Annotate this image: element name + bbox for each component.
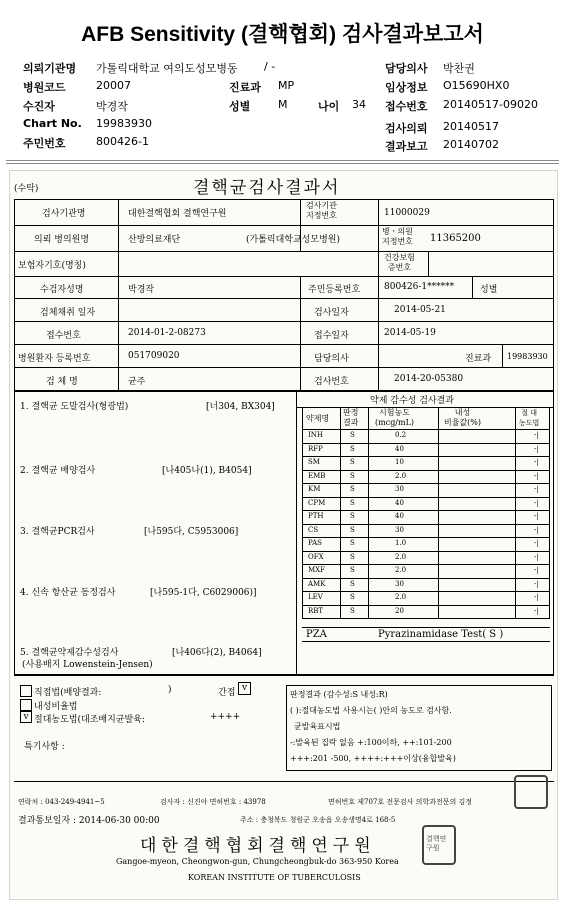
drug-name: KM [308, 485, 321, 493]
value-receipt-no: 2014-01-2-08273 [128, 328, 206, 338]
header-value: 20140517-09020 [443, 98, 538, 111]
drug-abs-mark: -| [534, 485, 539, 493]
test-code: [나405나(1), B4054] [162, 466, 252, 476]
header-label: 병원코드 [23, 81, 66, 94]
row-line [302, 497, 550, 498]
drug-name: SM [308, 458, 320, 466]
col-line [300, 276, 301, 391]
value-rrn: 800426-1****** [384, 282, 455, 292]
drug-result: S [350, 525, 355, 534]
drug-abs-mark: -| [534, 579, 539, 588]
drug-name: RFP [308, 444, 323, 453]
value-org: 대한결핵협회 결핵연구원 [128, 209, 227, 219]
value-requester-sub: (가톨릭대학교성모병원) [246, 235, 340, 245]
row-line [14, 367, 554, 368]
drug-name: OFX [308, 552, 324, 561]
row-line [302, 578, 550, 579]
label-dept: 진료과 [465, 354, 492, 364]
drug-abs-mark: -| [534, 552, 539, 561]
page-title: AFB Sensitivity (결핵협회) 검사결과보고서 [81, 23, 484, 46]
method-abs: 절대농도법(대조배지균발육: [34, 715, 145, 725]
drug-result: S [350, 512, 355, 520]
row-line [302, 443, 550, 444]
label-specimen: 검 체 명 [46, 377, 78, 387]
header-label: 성별 [229, 100, 251, 113]
sens-col-ratio: 내성 비율값(%) [444, 408, 482, 427]
remarks-label: 특기사항 : [24, 742, 65, 752]
footer-institute-ko: 대한결핵협회결핵연구원 [140, 836, 376, 856]
drug-name: CS [308, 525, 319, 534]
header-label: 결과보고 [385, 140, 428, 153]
judge-line: -:발육된 집락 없음 +:100이하, ++:101-200 [290, 738, 452, 747]
test-code: [나406다(2), B4064] [172, 648, 262, 658]
seal-stamp [514, 775, 548, 809]
value-requester: 산방의료재단 [128, 235, 181, 245]
method-ratio: 내성비율법 [34, 702, 78, 712]
header-value: 800426-1 [96, 135, 149, 148]
method-direct-close: ) [168, 685, 172, 695]
label-name: 수검자성명 [40, 285, 84, 295]
method-direct: 직접법(배양결과: [34, 688, 102, 698]
col-line [378, 199, 379, 251]
sens-col-conc: 시험농도 (mcg/mL) [375, 408, 415, 427]
label-collect-date: 검체채취 일자 [40, 308, 96, 318]
row-line [302, 524, 550, 525]
test-item: 5. 결핵균약제감수성검사 [20, 648, 119, 658]
drug-name: AMK [308, 579, 326, 588]
drug-concentration: 30 [395, 579, 404, 588]
drug-abs-mark: -| [534, 431, 539, 439]
drug-concentration: 30 [395, 525, 404, 534]
method-indirect: 간접 [218, 688, 236, 698]
row-line [302, 641, 550, 642]
drug-name: EMB [308, 471, 326, 480]
row-line [302, 591, 550, 592]
header-value: 박경작 [96, 100, 128, 113]
value-receipt-date: 2014-05-19 [384, 328, 436, 338]
test5-medium: (사용배지 Lowenstein-Jensen) [22, 660, 153, 670]
drug-abs-mark: -| [534, 444, 539, 453]
drug-name: INH [308, 431, 323, 439]
report-corner: (수탁) [14, 184, 39, 194]
test-item: 3. 결핵균PCR검사 [20, 527, 95, 537]
pza-label: PZA [306, 629, 327, 640]
footer-institute-en: KOREAN INSTITUTE OF TUBERCULOSIS [188, 873, 361, 882]
judge-line: +++:201 -500, ++++:+++이상(융합발육) [290, 754, 456, 763]
drug-name: RBT [308, 606, 324, 615]
drug-result: S [350, 471, 355, 480]
drug-concentration: 2.0 [395, 552, 407, 561]
header-value: 박찬권 [443, 62, 475, 75]
sens-col-result: 판정 결과 [343, 408, 359, 427]
row-line [14, 276, 554, 277]
col-line [472, 276, 473, 298]
col-line [368, 407, 369, 619]
drug-concentration: 1.0 [395, 539, 407, 547]
drug-result: S [350, 431, 355, 439]
header-value: MP [278, 79, 295, 92]
judge-line: ( ):절대농도법 사용시는( )안의 농도로 검사함. [290, 706, 452, 715]
header-value: 20007 [96, 79, 131, 92]
footer-notify-date: 결과통보일자 : 2014-06-30 00:00 [18, 816, 160, 826]
drug-result: S [350, 579, 355, 588]
row-line [14, 225, 554, 226]
header-label: 의뢰기관명 [23, 62, 77, 75]
row-line [14, 321, 554, 322]
drug-name: LEV [308, 593, 323, 601]
col-line [438, 407, 439, 619]
method-abs-checkbox: v [20, 711, 32, 723]
method-abs-value: ++++ [210, 712, 241, 722]
col-line [502, 344, 503, 367]
drug-concentration: 40 [395, 444, 404, 453]
label-sex: 성별 [480, 285, 498, 295]
label-insurer: 보험자기호(명칭) [18, 261, 86, 271]
header-divider [6, 160, 559, 161]
label-req-no: 병ㆍ의원 지정번호 [382, 227, 413, 246]
test-code: [너304, BX304] [206, 402, 275, 412]
method-ratio-checkbox [20, 699, 32, 711]
sens-col-abs: 절 대 농도법 [519, 409, 540, 427]
drug-result: S [350, 593, 355, 601]
drug-result: S [350, 444, 355, 453]
value-specimen: 균주 [128, 377, 146, 387]
row-line [302, 429, 550, 430]
row-line [302, 551, 550, 552]
drug-concentration: 2.0 [395, 471, 407, 480]
row-line [302, 627, 550, 628]
label-requester: 의뢰 병의원명 [34, 235, 90, 245]
header-info [0, 58, 565, 158]
label-insurance-no: 건강보험 증번호 [384, 253, 415, 272]
test-item: 1. 결핵균 도말검사(형광법) [20, 402, 129, 412]
drug-result: S [350, 539, 355, 547]
test-item: 4. 신속 항산균 동정검사 [20, 588, 116, 598]
stamp-text: 결핵연구원 [426, 835, 447, 852]
test-item: 2. 결핵균 배양검사 [20, 466, 96, 476]
footer-address: 주소 : 충청북도 청원군 오송읍 오송생명4로 168-5 [240, 816, 396, 824]
row-line [14, 781, 554, 782]
row-line [302, 564, 550, 565]
header-value: / - [264, 60, 276, 73]
judge-line: 균발육표시법 [294, 722, 341, 731]
col-line [296, 391, 297, 675]
value-dept: 19983930 [507, 352, 548, 361]
drug-result: S [350, 606, 355, 615]
test-code: [나595-1다, C6029006)] [150, 588, 257, 598]
label-receipt-no: 접수번호 [46, 331, 81, 341]
drug-name: PTH [308, 512, 324, 520]
col-line [340, 407, 341, 619]
drug-concentration: 10 [395, 458, 404, 466]
col-line [378, 251, 379, 276]
row-line [302, 618, 550, 619]
drug-concentration: 0.2 [395, 431, 407, 439]
drug-result: S [350, 552, 355, 561]
drug-concentration: 2.0 [395, 566, 407, 574]
header-label: 진료과 [229, 81, 261, 94]
judge-line: 판정결과 (감수성:S 내성:R) [290, 690, 388, 699]
label-patient-id: 병원환자 등록번호 [18, 354, 91, 364]
value-org-no: 11000029 [384, 208, 430, 218]
drug-result: S [350, 458, 355, 466]
drug-concentration: 2.0 [395, 593, 407, 601]
header-label: Chart No. [23, 117, 82, 130]
row-line [14, 298, 554, 299]
sens-col-drug: 약제명 [306, 414, 330, 423]
header-value: 가톨릭대학교 여의도성모병동 [96, 62, 238, 75]
row-line [302, 456, 550, 457]
header-label: 임상정보 [385, 81, 428, 94]
header-value: 20140517 [443, 120, 499, 133]
drug-concentration: 30 [395, 485, 404, 493]
header-label: 수진자 [23, 100, 55, 113]
row-line [14, 344, 554, 345]
row-line [302, 537, 550, 538]
label-test-date: 검사일자 [314, 308, 349, 318]
header-label: 접수번호 [385, 100, 428, 113]
drug-abs-mark: -| [534, 566, 539, 574]
drug-name: CPM [308, 498, 326, 507]
method-direct-checkbox [20, 685, 32, 697]
report-title: 결핵균검사결과서 [193, 178, 341, 198]
header-value: 34 [352, 98, 366, 111]
label-org: 검사기관명 [42, 209, 86, 219]
drug-abs-mark: -| [534, 593, 539, 601]
value-req-no: 11365200 [430, 233, 481, 244]
value-test-date: 2014-05-21 [394, 305, 446, 315]
drug-concentration: 40 [395, 512, 404, 520]
label-test-no: 검사번호 [314, 377, 349, 387]
col-line [378, 276, 379, 391]
pza-value: Pyrazinamidase Test( S ) [378, 629, 504, 640]
drug-abs-mark: -| [534, 525, 539, 534]
col-line [515, 407, 516, 619]
label-org-no: 검사기관 지정번호 [306, 201, 337, 220]
method-indirect-checkbox: v [238, 682, 251, 695]
header-label: 검사의뢰 [385, 122, 428, 135]
drug-name: PAS [308, 539, 322, 547]
value-patient-id: 051709020 [128, 351, 180, 361]
label-doctor: 담당의사 [314, 354, 349, 364]
header-value: M [278, 98, 288, 111]
drug-concentration: 20 [395, 606, 404, 615]
drug-abs-mark: -| [534, 606, 539, 615]
row-line [302, 470, 550, 471]
label-rrn: 주민등록번호 [308, 285, 361, 295]
footer-examiner: 검사자 : 신진아 면허번호 : 43978 [160, 798, 266, 806]
value-name: 박경작 [128, 285, 155, 295]
footer-phone: 연락처 : 043-249-4941~5 [18, 798, 105, 806]
footer-institute-address: Gangoe-myeon, Cheongwon-gun, Chungcheongbuk-do 363-950 Korea [116, 857, 399, 866]
footer-license: 면허번호 제707호 전문검사 의학과전문의 김정 [328, 798, 472, 806]
row-line [302, 605, 550, 606]
value-test-no: 2014-20-05380 [394, 374, 464, 384]
drug-abs-mark: -| [534, 498, 539, 507]
col-line [428, 251, 429, 276]
scanned-report [9, 170, 558, 900]
drug-result: S [350, 485, 355, 493]
header-value: O15690HX0 [443, 79, 510, 92]
test-code: [나595다, C5953006] [144, 527, 239, 537]
drug-concentration: 40 [395, 498, 404, 507]
drug-abs-mark: -| [534, 512, 539, 520]
header-label: 담당의사 [385, 62, 428, 75]
drug-name: MXF [308, 566, 326, 574]
row-line [302, 510, 550, 511]
drug-result: S [350, 566, 355, 574]
institute-seal-stamp [422, 825, 456, 865]
drug-result: S [350, 498, 355, 507]
row-line [14, 251, 554, 252]
drug-abs-mark: -| [534, 539, 539, 547]
header-value: 19983930 [96, 117, 152, 130]
header-label: 주민번호 [23, 137, 66, 150]
row-line [302, 483, 550, 484]
col-line [118, 199, 119, 391]
row-line [14, 675, 554, 676]
drug-abs-mark: -| [534, 471, 539, 480]
header-divider [6, 163, 559, 164]
sens-title: 약제 감수성 검사결과 [370, 396, 454, 406]
label-receipt-date: 접수일자 [314, 331, 349, 341]
header-label: 나이 [318, 100, 340, 113]
drug-abs-mark: -| [534, 458, 539, 466]
header-value: 20140702 [443, 138, 499, 151]
